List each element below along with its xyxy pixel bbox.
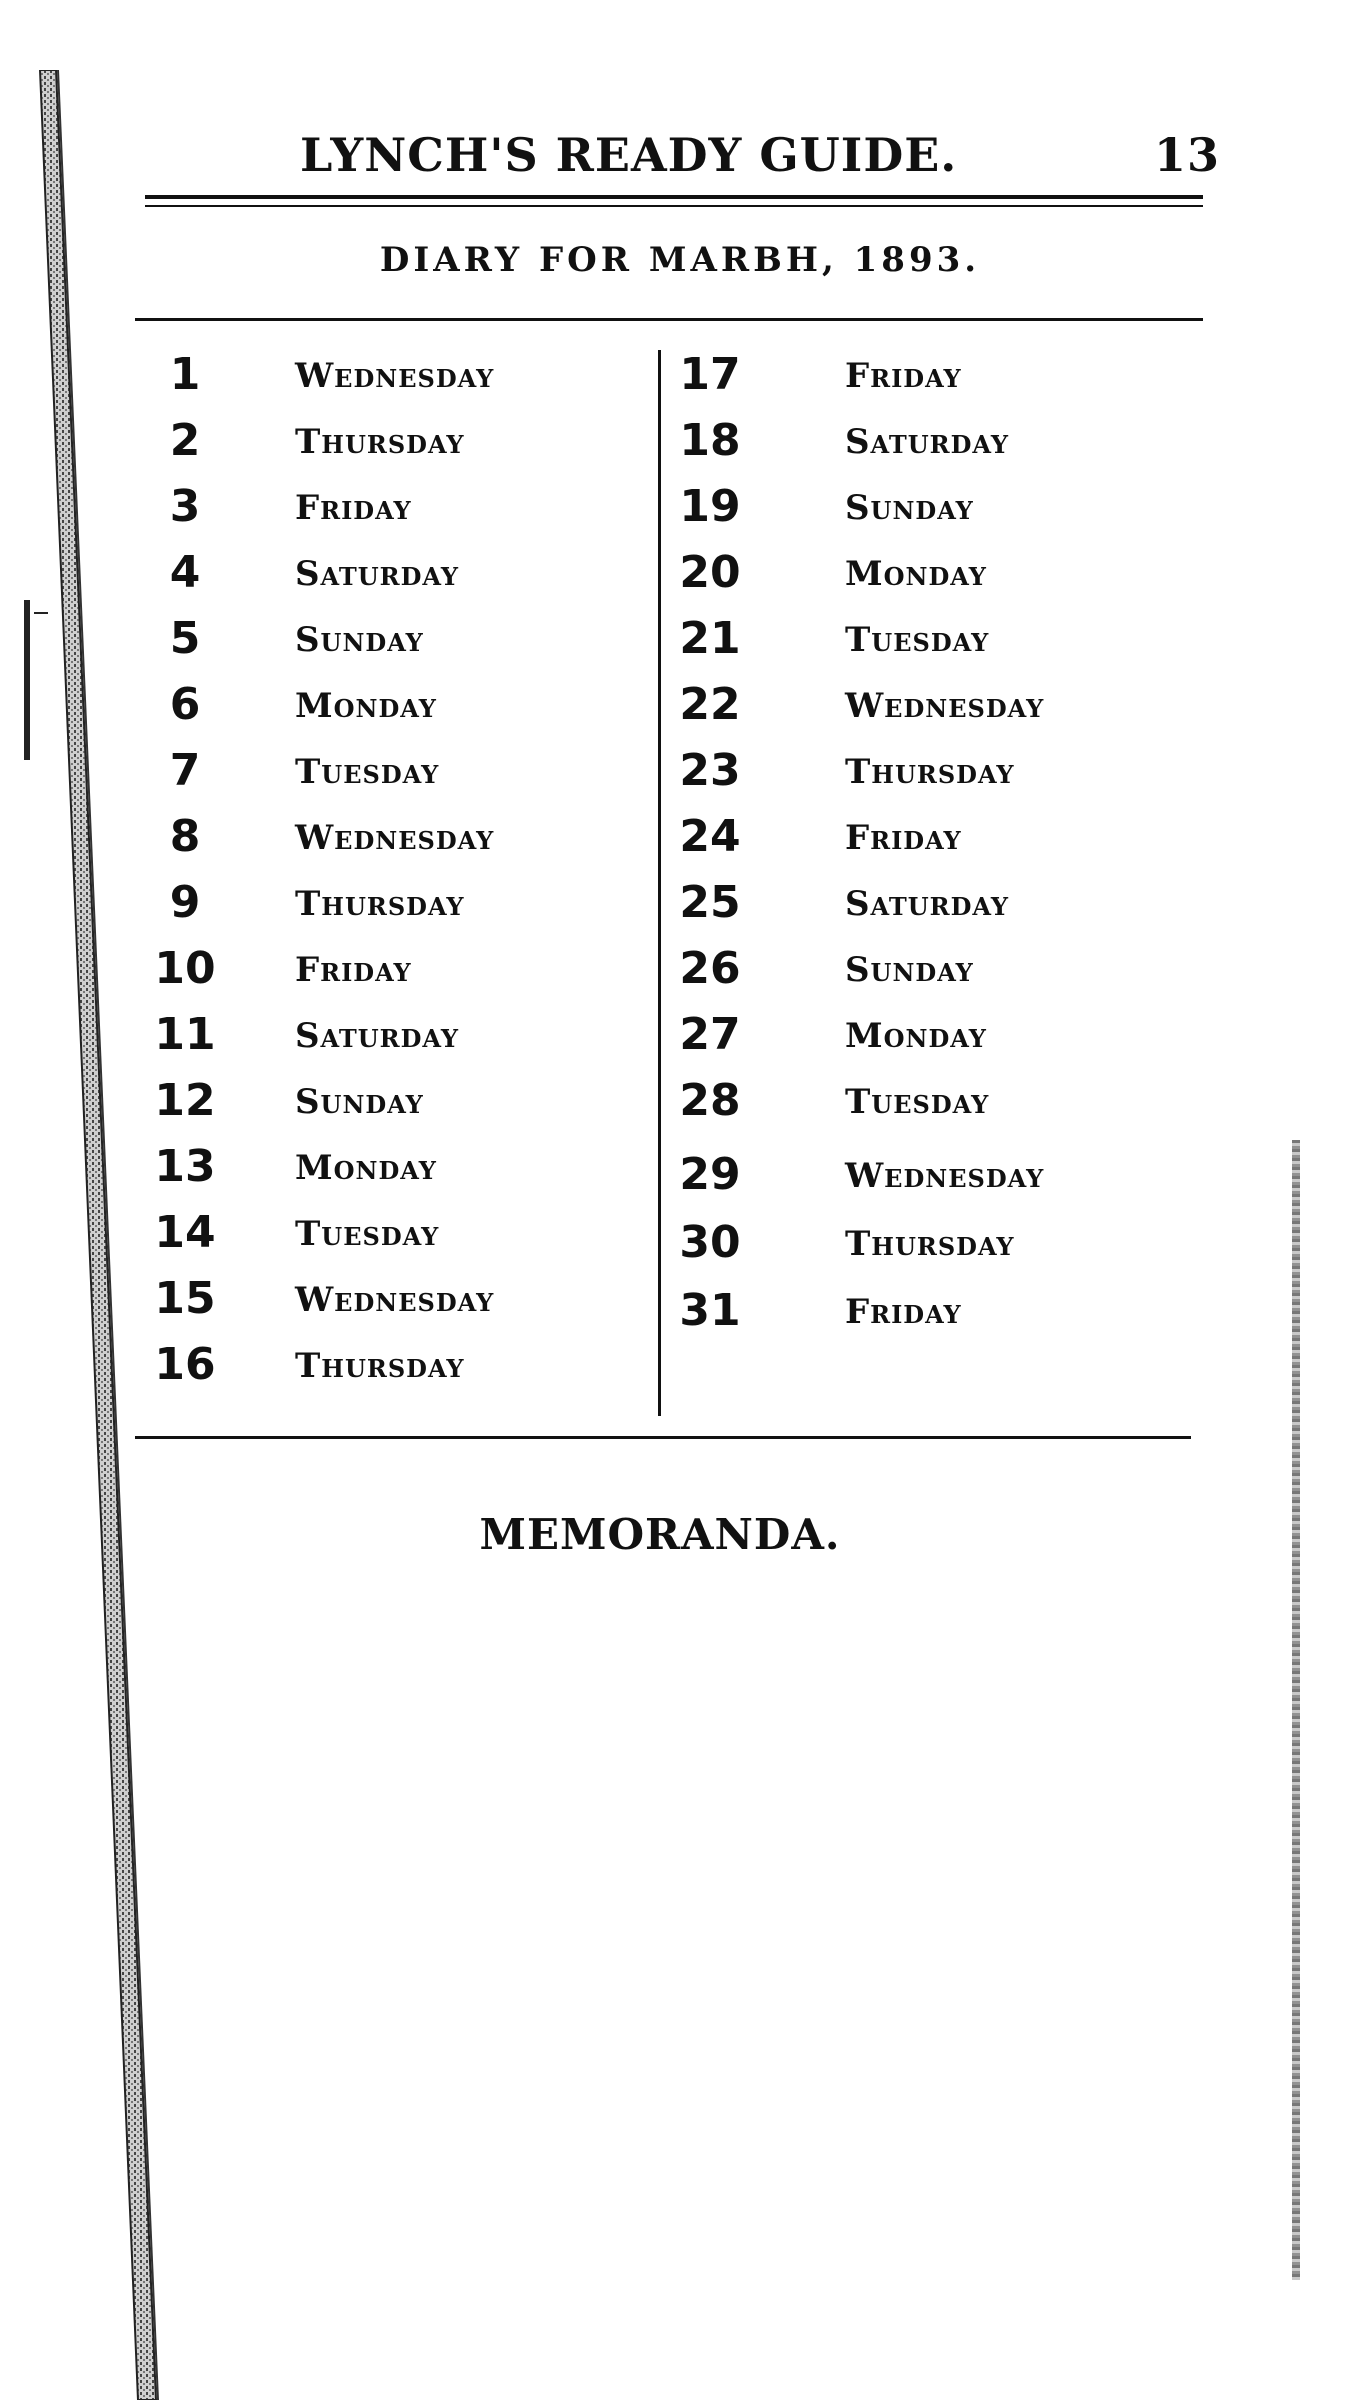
weekday: Tuesday — [295, 1214, 440, 1254]
diary-entry — [135, 942, 655, 1008]
weekday: Monday — [845, 1016, 987, 1056]
header-rule-top — [145, 195, 1203, 199]
date-number: 18 — [679, 415, 741, 466]
diary-entry — [665, 1216, 1225, 1282]
diary-entry — [135, 1008, 655, 1074]
weekday: Wednesday — [295, 356, 495, 396]
title-rule — [135, 318, 1203, 321]
date-number: 4 — [169, 547, 201, 598]
diary-entry — [665, 744, 1225, 810]
weekday: Friday — [845, 1292, 962, 1332]
weekday: Friday — [845, 818, 962, 858]
weekday: Monday — [845, 554, 987, 594]
weekday: Thursday — [295, 1346, 465, 1386]
date-number: 11 — [154, 1009, 216, 1060]
diary-entry — [665, 612, 1225, 678]
date-number: 26 — [679, 943, 741, 994]
diary-entry — [135, 744, 655, 810]
date-number: 19 — [679, 481, 741, 532]
table-bottom-rule — [135, 1436, 1191, 1439]
diary-entry — [135, 1074, 655, 1140]
date-number: 2 — [169, 415, 201, 466]
diary-entry — [135, 876, 655, 942]
header-rule-bottom — [145, 205, 1203, 207]
date-number: 25 — [679, 877, 741, 928]
diary-entry — [135, 1206, 655, 1272]
diary-entry — [135, 612, 655, 678]
diary-entry — [665, 1008, 1225, 1074]
diary-entry — [665, 1148, 1225, 1214]
date-number: 20 — [679, 547, 741, 598]
weekday: Wednesday — [295, 818, 495, 858]
diary-entry — [665, 678, 1225, 744]
weekday: Thursday — [295, 884, 465, 924]
diary-entry — [665, 810, 1225, 876]
date-number: 23 — [679, 745, 741, 796]
column-divider — [658, 350, 661, 1416]
date-number: 12 — [154, 1075, 216, 1126]
page-number: 13 — [1153, 128, 1220, 182]
date-number: 9 — [169, 877, 201, 928]
diary-entry — [135, 810, 655, 876]
weekday: Tuesday — [295, 752, 440, 792]
weekday: Monday — [295, 686, 437, 726]
margin-tick — [34, 612, 48, 614]
diary-entry — [135, 546, 655, 612]
date-number: 3 — [169, 481, 201, 532]
right-page-edge — [1292, 1140, 1300, 2280]
weekday: Sunday — [845, 488, 974, 528]
weekday: Sunday — [295, 1082, 424, 1122]
diary-entry — [665, 942, 1225, 1008]
weekday: Sunday — [845, 950, 974, 990]
weekday: Saturday — [845, 884, 1009, 924]
date-number: 28 — [679, 1075, 741, 1126]
memoranda-heading: MEMORANDA. — [479, 1510, 841, 1559]
running-header — [300, 128, 1220, 188]
date-number: 27 — [679, 1009, 741, 1060]
weekday: Tuesday — [845, 1082, 990, 1122]
diary-entry — [665, 1284, 1225, 1350]
weekday: Wednesday — [295, 1280, 495, 1320]
margin-mark — [24, 600, 30, 760]
date-number: 6 — [169, 679, 201, 730]
date-number: 29 — [679, 1149, 741, 1200]
weekday: Friday — [295, 950, 412, 990]
weekday: Thursday — [295, 422, 465, 462]
weekday: Wednesday — [845, 1156, 1045, 1196]
diary-entry — [665, 348, 1225, 414]
date-number: 7 — [169, 745, 201, 796]
diary-entry — [135, 414, 655, 480]
weekday: Saturday — [845, 422, 1009, 462]
diary-entry — [135, 1140, 655, 1206]
diary-entry — [665, 876, 1225, 942]
date-number: 1 — [169, 349, 201, 400]
diary-entry — [665, 546, 1225, 612]
weekday: Sunday — [295, 620, 424, 660]
date-number: 5 — [169, 613, 201, 664]
weekday: Saturday — [295, 1016, 459, 1056]
weekday: Wednesday — [845, 686, 1045, 726]
weekday: Friday — [845, 356, 962, 396]
date-number: 21 — [679, 613, 741, 664]
date-number: 10 — [154, 943, 216, 994]
date-number: 22 — [679, 679, 741, 730]
diary-entry — [135, 678, 655, 744]
weekday: Friday — [295, 488, 412, 528]
date-number: 15 — [154, 1273, 216, 1324]
date-number: 17 — [679, 349, 741, 400]
date-number: 30 — [679, 1217, 741, 1268]
diary-entry — [135, 480, 655, 546]
date-number: 31 — [679, 1285, 741, 1336]
diary-entry — [135, 1338, 655, 1404]
weekday: Tuesday — [845, 620, 990, 660]
running-title: LYNCH'S READY GUIDE. — [300, 128, 958, 182]
diary-entry — [665, 1074, 1225, 1140]
date-number: 13 — [154, 1141, 216, 1192]
diary-entry — [135, 1272, 655, 1338]
date-number: 24 — [679, 811, 741, 862]
diary-title: DIARY FOR MARBH, 1893. — [379, 240, 981, 280]
diary-entry — [665, 480, 1225, 546]
date-number: 14 — [154, 1207, 216, 1258]
weekday: Monday — [295, 1148, 437, 1188]
date-number: 8 — [169, 811, 201, 862]
diary-entry — [665, 414, 1225, 480]
weekday: Saturday — [295, 554, 459, 594]
weekday: Thursday — [845, 752, 1015, 792]
weekday: Thursday — [845, 1224, 1015, 1264]
date-number: 16 — [154, 1339, 216, 1390]
diary-entry — [135, 348, 655, 414]
